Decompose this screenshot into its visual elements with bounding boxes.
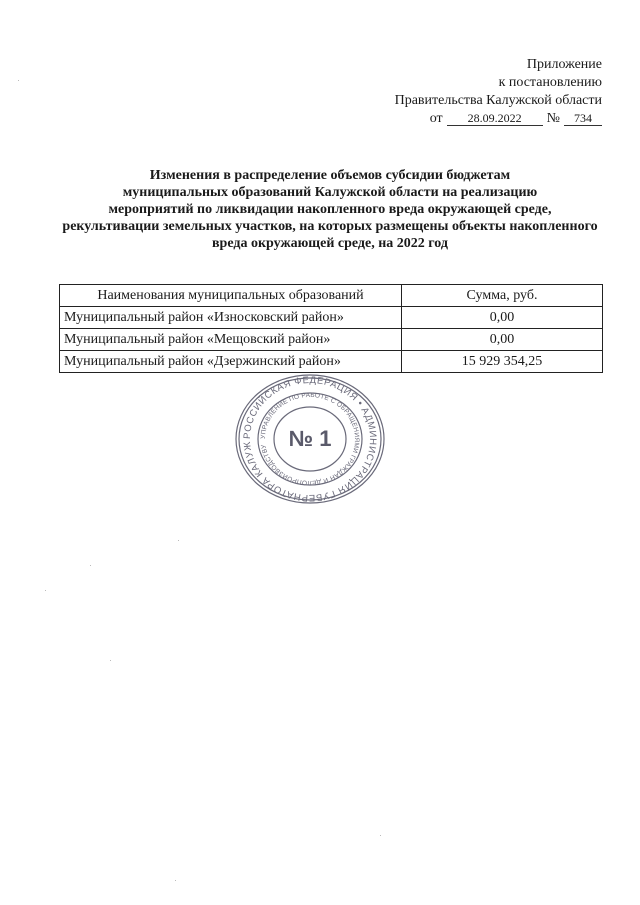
stamp-inner-text: УПРАВЛЕНИЕ ПО РАБОТЕ С ОБРАЩЕНИЯМИ ГРАЖДАН И ДЕЛОПРОИЗВОДСТВУ	[259, 391, 361, 487]
official-stamp	[230, 372, 390, 507]
title-line: рекультивации земельных участков, на которых размещены объекты накопленного	[62, 219, 598, 234]
appendix-header	[395, 56, 602, 128]
number-value: 734	[564, 111, 602, 126]
appendix-resolution: к постановлению	[498, 75, 602, 90]
title-line: Изменения в распределение объемов субсидии бюджетам	[149, 168, 511, 183]
appendix-government: Правительства Калужской области	[394, 93, 602, 108]
header-name: Наименования муниципальных образований	[60, 285, 402, 307]
cell-name: Муниципальный район «Износковский район»	[60, 307, 402, 329]
cell-sum: 15 929 354,25	[402, 351, 603, 373]
number-prefix: №	[546, 111, 560, 126]
date-prefix: от	[429, 111, 443, 126]
document-title	[50, 167, 610, 252]
cell-name: Муниципальный район «Мещовский район»	[60, 329, 402, 351]
title-line: вреда окружающей среде, на 2022 год	[212, 236, 448, 251]
cell-name: Муниципальный район «Дзержинский район»	[60, 351, 402, 373]
title-line: мероприятий по ликвидации накопленного вреда окружающей среде,	[108, 202, 552, 217]
cell-sum: 0,00	[402, 329, 603, 351]
title-line: муниципальных образований Калужской области на реализацию	[122, 185, 538, 200]
stamp-seal-icon	[230, 372, 390, 507]
stamp-outer-text: РОССИЙСКАЯ ФЕДЕРАЦИЯ • АДМИНИСТРАЦИЯ ГУБЕРНАТОРА КАЛУЖ	[241, 374, 379, 504]
table-row	[60, 329, 603, 351]
table-header-row	[60, 285, 603, 307]
date-value: 28.09.2022	[447, 111, 543, 126]
table-row	[60, 307, 603, 329]
appendix-label: Приложение	[526, 57, 602, 72]
subsidy-table	[59, 284, 603, 373]
cell-sum: 0,00	[402, 307, 603, 329]
table-row	[60, 351, 603, 373]
appendix-date-line	[395, 110, 602, 128]
header-sum: Сумма, руб.	[402, 285, 603, 307]
stamp-center-number: № 1	[288, 426, 332, 451]
